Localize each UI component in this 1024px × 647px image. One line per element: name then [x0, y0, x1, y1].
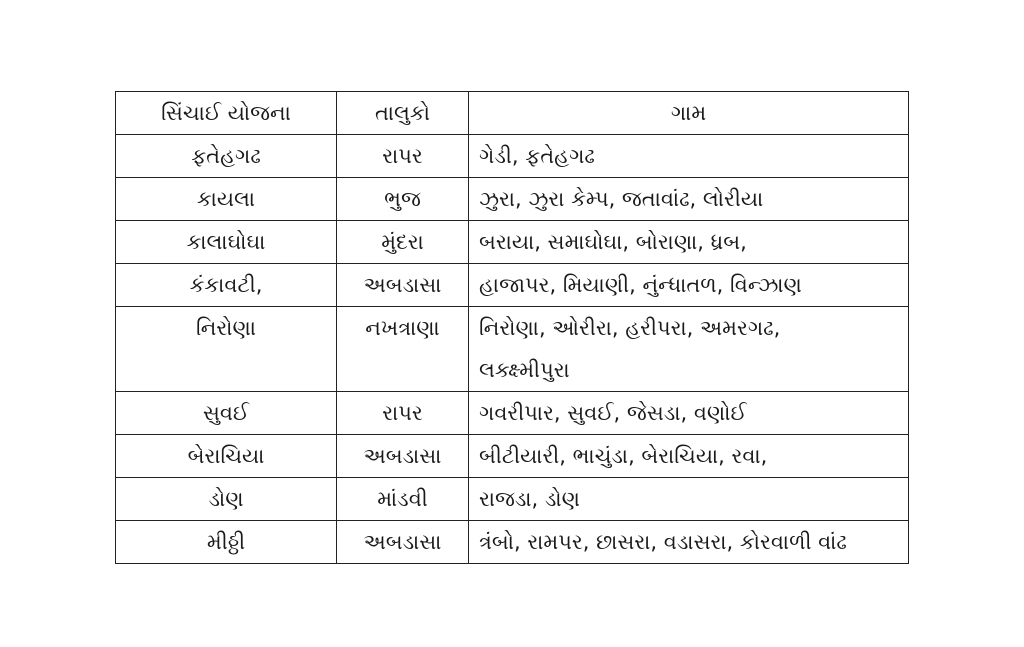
table-row	[116, 135, 909, 178]
irrigation-schemes-table	[115, 91, 909, 564]
scheme-cell: નિરોણા	[116, 307, 337, 392]
header-taluka: તાલુકો	[337, 92, 469, 135]
scheme-cell: કાલાઘોઘા	[116, 221, 337, 264]
scheme-cell: મીઠ્ઠી	[116, 521, 337, 564]
table-header-row	[116, 92, 909, 135]
villages-cell: ઝુરા, ઝુરા કેમ્પ, જતાવાંઢ, લોરીયા	[469, 178, 909, 221]
scheme-cell: સુવઈ	[116, 392, 337, 435]
table-row	[116, 392, 909, 435]
taluka-cell: અબડાસા	[337, 435, 469, 478]
villages-cell: બીટીયારી, ભાચુંડા, બેરાચિયા, રવા,	[469, 435, 909, 478]
scheme-cell: કંકાવટી,	[116, 264, 337, 307]
taluka-cell: રાપર	[337, 135, 469, 178]
taluka-cell: નખત્રાણા	[337, 307, 469, 392]
villages-cell	[469, 307, 909, 392]
taluka-cell: અબડાસા	[337, 264, 469, 307]
villages-cell: ગવરીપાર, સુવઈ, જેસડા, વણોઈ	[469, 392, 909, 435]
table-row	[116, 307, 909, 392]
table-row	[116, 221, 909, 264]
taluka-cell: મુંદરા	[337, 221, 469, 264]
villages-cell: બરાયા, સમાઘોઘા, બોરાણા, ધ્રબ,	[469, 221, 909, 264]
villages-line-1: નિરોણા, ઓરીરા, હરીપરા, અમરગઢ,	[479, 316, 781, 340]
table-row	[116, 521, 909, 564]
header-scheme: સિંચાઈ યોજના	[116, 92, 337, 135]
scheme-cell: કાયલા	[116, 178, 337, 221]
villages-cell: રાજડા, ડોણ	[469, 478, 909, 521]
villages-cell: હાજાપર, મિયાણી, નુંન્ધાતળ, વિન્ઝાણ	[469, 264, 909, 307]
table-row	[116, 478, 909, 521]
scheme-cell: ડોણ	[116, 478, 337, 521]
taluka-cell: માંડવી	[337, 478, 469, 521]
header-villages: ગામ	[469, 92, 909, 135]
villages-cell: ગેડી, ફતેહગઢ	[469, 135, 909, 178]
scheme-cell: ફતેહગઢ	[116, 135, 337, 178]
table-row	[116, 178, 909, 221]
table-row	[116, 264, 909, 307]
taluka-cell: અબડાસા	[337, 521, 469, 564]
taluka-cell: રાપર	[337, 392, 469, 435]
taluka-cell: ભુજ	[337, 178, 469, 221]
villages-cell: ત્રંબો, રામપર, છાસરા, વડાસરા, કોરવાળી વાંઢ	[469, 521, 909, 564]
scheme-cell: બેરાચિયા	[116, 435, 337, 478]
table-row	[116, 435, 909, 478]
villages-line-2: લક્ક્ષ્મીપુરા	[479, 358, 570, 382]
